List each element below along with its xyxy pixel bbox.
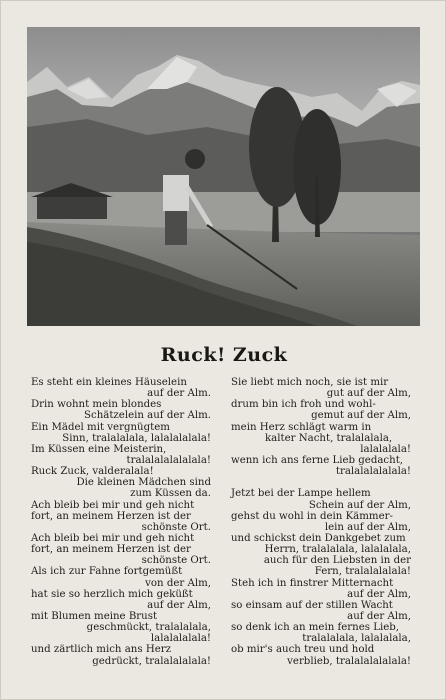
lyric-line: tralalalalalala! [335, 466, 411, 478]
lyric-line: wenn ich ans ferne Lieb gedacht, [231, 454, 404, 466]
lyric-line: Steh ich in finstrer Mitternacht [231, 577, 394, 589]
lyric-line: drum bin ich froh und wohl- [231, 399, 376, 411]
lyric-line: so einsam auf der stillen Wacht [231, 599, 393, 611]
lyric-line: Sinn, tralalalala, lalalalalala! [62, 432, 211, 444]
lyric-line: Herrn, tralalalala, lalalalala, [264, 544, 411, 556]
lyric-line: auf der Alm. [147, 388, 211, 400]
lyric-line: ob mir's auch treu und hold [231, 644, 375, 656]
alpine-photo [27, 27, 420, 326]
lyric-line: Schätzelein auf der Alm. [84, 410, 211, 422]
lyric-line: von der Alm, [145, 577, 211, 589]
lyric-line: Schein auf der Alm, [308, 499, 411, 511]
lyric-line: Im Küssen eine Meisterin, [31, 443, 167, 455]
song-title: Ruck! Zuck [160, 344, 288, 366]
lyric-line: geschmückt, tralalalala, [86, 622, 211, 634]
lyric-line: gedrückt, tralalalalala! [92, 655, 211, 667]
lyric-line: schönste Ort. [141, 521, 211, 533]
lyric-line: kalter Nacht, tralalalala, [265, 432, 393, 444]
lyric-line: verblieb, tralalalalalala! [287, 655, 411, 667]
lyric-line: gut auf der Alm, [326, 388, 411, 400]
lyric-line: Als ich zur Fahne fortgemüßt [31, 566, 183, 578]
lyric-line: Ach bleib bei mir und geh nicht [31, 532, 195, 544]
lyric-line: hat sie so herzlich mich geküßt [31, 588, 193, 600]
lyric-line: lein auf der Alm, [324, 521, 411, 533]
lyric-line: Fern, tralalalalala! [314, 566, 411, 578]
lyric-line: so denk ich an mein fernes Lieb, [231, 622, 400, 634]
lyric-line: Ruck Zuck, valderalala! [31, 466, 154, 478]
lyric-line: auf der Alm, [347, 610, 411, 622]
lyric-line: auch für den Liebsten in der [263, 555, 411, 567]
lyric-line: lalalalalala! [150, 633, 211, 645]
lyric-line: Die kleinen Mädchen sind [76, 477, 211, 489]
lyric-line: Es steht ein kleines Häuselein [31, 377, 187, 388]
lyric-line: schönste Ort. [141, 555, 211, 567]
lyric-line [231, 477, 411, 488]
lyrics-right-column [231, 377, 411, 667]
lyric-line: Sie liebt mich noch, sie ist mir [231, 377, 389, 388]
lyric-line: und schickst dein Dankgebet zum [231, 532, 406, 544]
lyric-line: lalalalala! [360, 443, 411, 455]
lyric-line: tralalalalalalala! [126, 454, 211, 466]
photo-illustration [27, 27, 420, 326]
lyric-line: fort, an meinem Herzen ist der [31, 510, 191, 522]
lyric-line: mit Blumen meine Brust [31, 610, 158, 622]
lyrics-left-column [31, 377, 211, 667]
lyric-line: Drin wohnt mein blondes [31, 399, 162, 411]
lyric-line: gehst du wohl in dein Kämmer- [231, 510, 393, 522]
lyric-line: auf der Alm, [347, 588, 411, 600]
lyric-line: tralalalala, lalalalala, [302, 633, 411, 645]
lyric-line: Jetzt bei der Lampe hellem [231, 488, 371, 500]
lyric-line: auf der Alm, [147, 599, 211, 611]
lyric-line: zum Küssen da. [130, 488, 211, 500]
lyric-line: fort, an meinem Herzen ist der [31, 544, 191, 556]
lyric-line: und zärtlich mich ans Herz [31, 644, 171, 656]
lyric-line: Ach bleib bei mir und geh nicht [31, 499, 195, 511]
lyric-line: gemut auf der Alm, [311, 410, 411, 422]
lyric-line: mein Herz schlägt warm in [231, 421, 372, 433]
lyric-line: Ein Mädel mit vergnügtem [31, 421, 170, 433]
